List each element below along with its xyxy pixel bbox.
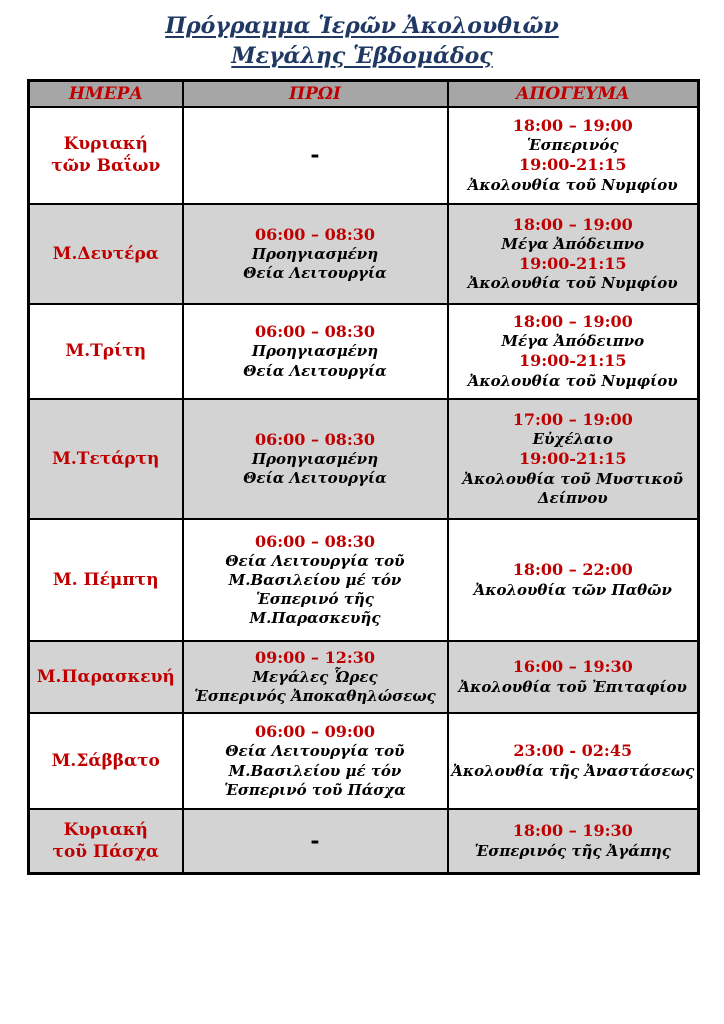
schedule-line: 18:00 – 22:00 bbox=[512, 560, 633, 580]
schedule-table-body bbox=[29, 107, 699, 874]
afternoon-cell bbox=[448, 304, 699, 399]
day-cell bbox=[29, 713, 183, 809]
morning-cell bbox=[183, 107, 448, 204]
schedule-line: 19:00-21:15 bbox=[518, 449, 627, 469]
schedule-line: Ἑσπερινός Ἀποκαθηλώσεως bbox=[194, 687, 436, 706]
day-cell bbox=[29, 641, 183, 713]
afternoon-cell bbox=[448, 399, 699, 519]
schedule-line: Προηγιασμένη bbox=[251, 342, 379, 361]
day-label: τῶν Βαΐων bbox=[51, 156, 161, 177]
schedule-line: Ἀκολουθία τοῦ Ἐπιταφίου bbox=[458, 677, 687, 696]
page-title-line-1: Πρόγραμμα Ἱερῶν Ἀκολουθιῶν bbox=[165, 13, 559, 39]
schedule-line: Μ.Βασιλείου μέ τόν bbox=[228, 761, 402, 780]
schedule-line: Εὐχέλαιο bbox=[532, 430, 613, 449]
header-cell-afternoon: ΑΠΟΓΕΥΜΑ bbox=[448, 81, 699, 107]
page-title bbox=[0, 0, 724, 71]
afternoon-cell bbox=[448, 107, 699, 204]
day-label: Μ.Σάββατο bbox=[51, 750, 160, 771]
schedule-line: 09:00 – 12:30 bbox=[254, 647, 375, 667]
day-label: Κυριακή bbox=[63, 820, 148, 841]
schedule-line: Θεία Λειτουργία τοῦ bbox=[225, 551, 405, 570]
morning-cell bbox=[183, 204, 448, 304]
schedule-line: Ἑσπερινός bbox=[526, 136, 619, 155]
afternoon-cell bbox=[448, 519, 699, 641]
schedule-line: - bbox=[310, 142, 320, 169]
schedule-line: 18:00 – 19:00 bbox=[512, 214, 633, 234]
schedule-line: 18:00 – 19:00 bbox=[512, 312, 633, 332]
schedule-line: 17:00 – 19:00 bbox=[512, 409, 633, 429]
schedule-line: Ἀκολουθία τῆς Ἀναστάσεως bbox=[451, 761, 695, 780]
schedule-line: 19:00-21:15 bbox=[518, 155, 627, 175]
table-row bbox=[29, 204, 699, 304]
morning-cell bbox=[183, 519, 448, 641]
schedule-line: 19:00-21:15 bbox=[518, 253, 627, 273]
day-cell bbox=[29, 399, 183, 519]
schedule-line: 19:00-21:15 bbox=[518, 351, 627, 371]
day-label: τοῦ Πάσχα bbox=[52, 842, 159, 863]
schedule-line: Θεία Λειτουργία bbox=[243, 264, 387, 283]
schedule-line: Ἀκολουθία τοῦ Νυμφίου bbox=[467, 371, 678, 390]
morning-cell bbox=[183, 399, 448, 519]
table-row bbox=[29, 809, 699, 874]
schedule-line: Προηγιασμένη bbox=[251, 244, 379, 263]
schedule-line: 06:00 – 09:00 bbox=[254, 722, 375, 742]
schedule-line: 18:00 – 19:30 bbox=[512, 821, 633, 841]
day-label: Μ.Τετάρτη bbox=[52, 448, 160, 469]
schedule-line: 06:00 – 08:30 bbox=[254, 322, 375, 342]
schedule-line: 06:00 – 08:30 bbox=[254, 531, 375, 551]
day-cell bbox=[29, 519, 183, 641]
schedule-line: Μ.Παρασκευῆς bbox=[249, 609, 381, 628]
morning-cell bbox=[183, 304, 448, 399]
schedule-line: Θεία Λειτουργία bbox=[243, 361, 387, 380]
schedule-line: 18:00 – 19:00 bbox=[512, 116, 633, 136]
morning-cell bbox=[183, 641, 448, 713]
afternoon-cell bbox=[448, 809, 699, 874]
day-cell bbox=[29, 204, 183, 304]
table-row bbox=[29, 641, 699, 713]
schedule-line: 23:00 - 02:45 bbox=[513, 741, 633, 761]
afternoon-cell bbox=[448, 641, 699, 713]
schedule-line: 06:00 – 08:30 bbox=[254, 224, 375, 244]
schedule-line: - bbox=[310, 828, 320, 855]
afternoon-cell bbox=[448, 204, 699, 304]
schedule-line: Μεγάλες Ὧρες bbox=[252, 667, 378, 686]
header-cell-morning: ΠΡΩΙ bbox=[183, 81, 448, 107]
schedule-line: 06:00 – 08:30 bbox=[254, 429, 375, 449]
schedule-line: Θεία Λειτουργία bbox=[243, 469, 387, 488]
morning-cell bbox=[183, 809, 448, 874]
day-cell bbox=[29, 304, 183, 399]
table-row bbox=[29, 107, 699, 204]
schedule-line: Ἑσπερινό τοῦ Πάσχα bbox=[224, 780, 406, 799]
schedule-line: Ἀκολουθία τῶν Παθῶν bbox=[473, 580, 672, 599]
schedule-line: Μέγα Ἀπόδειπνο bbox=[501, 332, 645, 351]
page-title-line-2: Μεγάλης Ἑβδομάδος bbox=[231, 42, 493, 69]
day-label: Μ.Δευτέρα bbox=[52, 243, 159, 264]
morning-cell bbox=[183, 713, 448, 809]
schedule-line: Ἀκολουθία τοῦ Νυμφίου bbox=[467, 274, 678, 293]
day-cell bbox=[29, 809, 183, 874]
header-cell-day: ΗΜΕΡΑ bbox=[29, 81, 183, 107]
day-cell bbox=[29, 107, 183, 204]
schedule-table bbox=[27, 79, 700, 875]
schedule-line: Μέγα Ἀπόδειπνο bbox=[501, 234, 645, 253]
schedule-line: 16:00 – 19:30 bbox=[512, 657, 633, 677]
schedule-line: Ἑσπερινός τῆς Ἀγάπης bbox=[474, 841, 671, 860]
day-label: Μ.Παρασκευή bbox=[36, 666, 175, 687]
afternoon-cell bbox=[448, 713, 699, 809]
schedule-line: Προηγιασμένη bbox=[251, 449, 379, 468]
schedule-line: Μ.Βασιλείου μέ τόν bbox=[228, 570, 402, 589]
schedule-table-header bbox=[29, 81, 699, 107]
schedule-line: Ἀκολουθία τοῦ Μυστικοῦ Δείπνου bbox=[462, 469, 684, 507]
schedule-line: Ἑσπερινό τῆς bbox=[256, 590, 374, 609]
table-row bbox=[29, 399, 699, 519]
header-row bbox=[29, 81, 699, 107]
schedule-line: Ἀκολουθία τοῦ Νυμφίου bbox=[467, 175, 678, 194]
day-label: Μ. Πέμπτη bbox=[52, 569, 159, 590]
day-label: Κυριακή bbox=[63, 134, 148, 155]
table-row bbox=[29, 304, 699, 399]
day-label: Μ.Τρίτη bbox=[65, 341, 147, 362]
table-row bbox=[29, 519, 699, 641]
schedule-line: Θεία Λειτουργία τοῦ bbox=[225, 742, 405, 761]
table-row bbox=[29, 713, 699, 809]
